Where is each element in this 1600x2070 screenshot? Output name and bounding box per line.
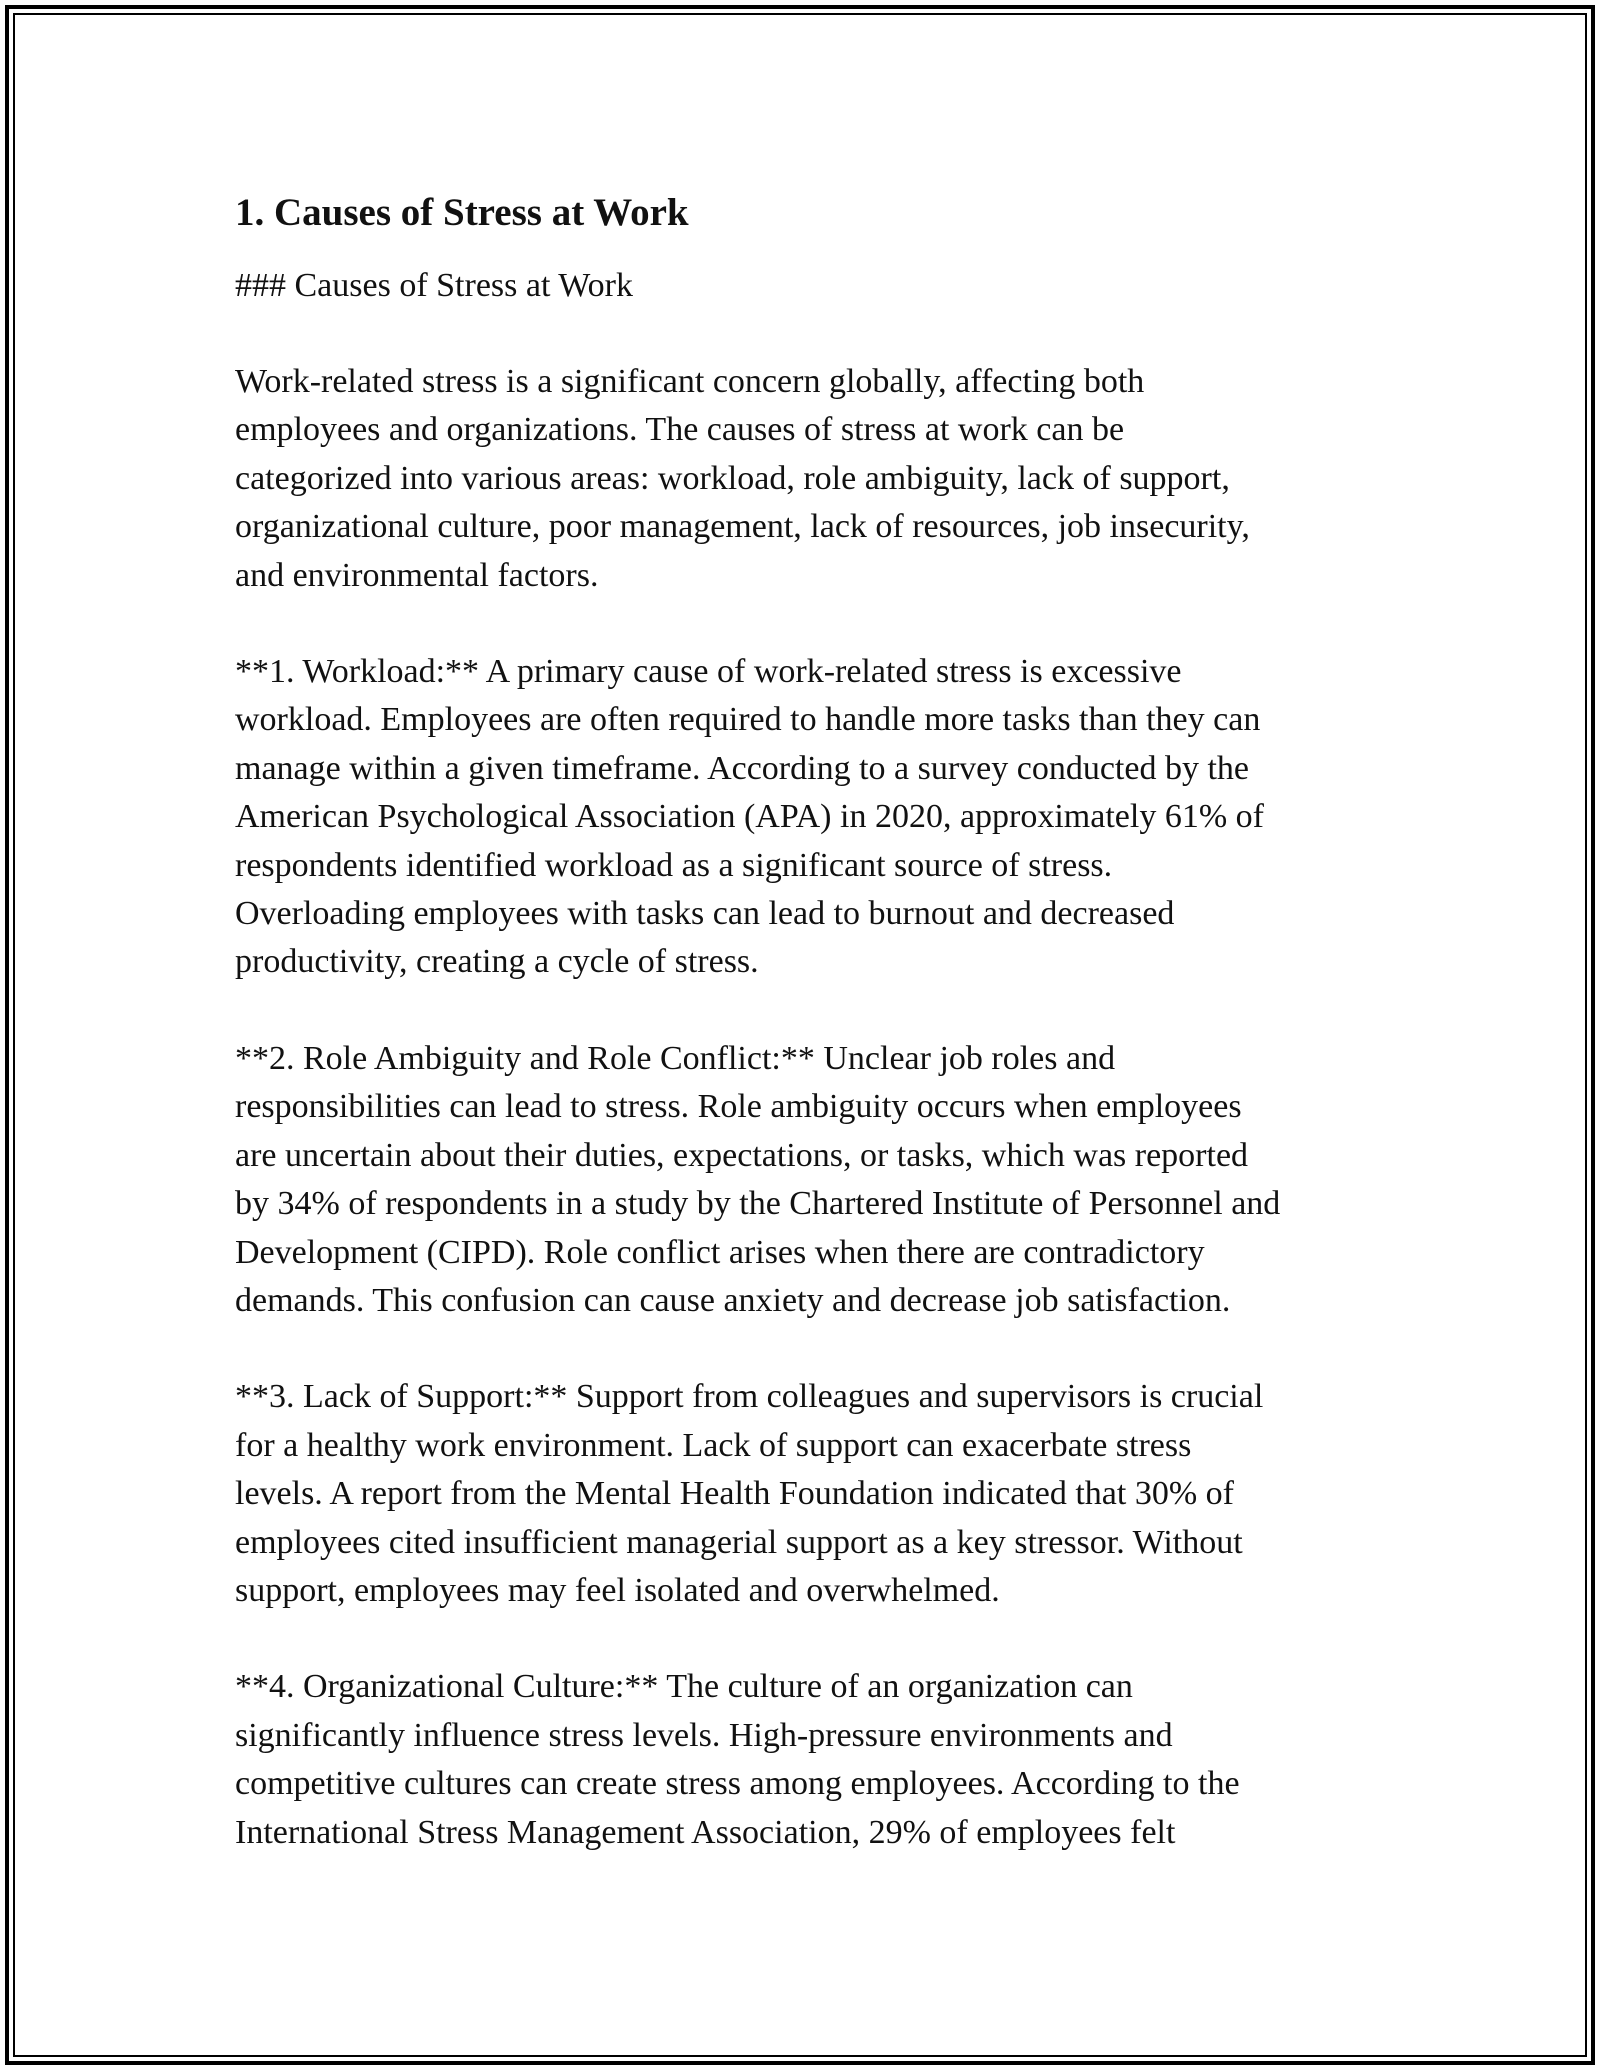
role-ambiguity-paragraph xyxy=(235,1035,1375,1325)
text-line: by 34% of respondents in a study by the Chartered Institute of Personnel and xyxy=(235,1185,1281,1223)
text-line: support, employees may feel isolated and overwhelmed. xyxy=(235,1571,1000,1609)
text-line: **4. Organizational Culture:** The culture of an organization can xyxy=(235,1668,1133,1706)
text-line: **2. Role Ambiguity and Role Conflict:** Unclear job roles and xyxy=(235,1039,1116,1077)
text-line: levels. A report from the Mental Health Foundation indicated that 30% of xyxy=(235,1475,1234,1513)
text-line: for a healthy work environment. Lack of support can exacerbate stress xyxy=(235,1426,1192,1464)
organizational-culture-paragraph xyxy=(235,1663,1375,1857)
text-line: Work-related stress is a significant concern globally, affecting both xyxy=(235,363,1145,400)
text-line: responsibilities can lead to stress. Role ambiguity occurs when employees xyxy=(235,1088,1242,1126)
text-line: are uncertain about their duties, expectations, or tasks, which was reported xyxy=(235,1136,1249,1174)
intro-paragraph xyxy=(235,358,1375,600)
section-heading: 1. Causes of Stress at Work xyxy=(235,191,689,234)
text-line: significantly influence stress levels. High-pressure environments and xyxy=(235,1716,1173,1754)
text-line: demands. This confusion can cause anxiety and decrease job satisfaction. xyxy=(235,1281,1231,1319)
text-line: **3. Lack of Support:** Support from colleagues and supervisors is crucial xyxy=(235,1378,1264,1416)
text-line: workload. Employees are often required to handle more tasks than they can xyxy=(235,701,1261,739)
text-line: organizational culture, poor management, lack of resources, job insecurity, xyxy=(235,508,1250,546)
document-body xyxy=(235,188,1375,1905)
markdown-subheading: ### Causes of Stress at Work xyxy=(235,267,633,304)
text-line: Overloading employees with tasks can lead to burnout and decreased xyxy=(235,895,1175,933)
text-line: competitive cultures can create stress among employees. According to the xyxy=(235,1765,1240,1803)
lack-of-support-paragraph xyxy=(235,1373,1375,1615)
text-line: International Stress Management Association, 29% of employees felt xyxy=(235,1813,1176,1851)
text-line: productivity, creating a cycle of stress. xyxy=(235,943,759,981)
text-line: and environmental factors. xyxy=(235,556,599,594)
text-line: **1. Workload:** A primary cause of work-related stress is excessive xyxy=(235,653,1182,691)
text-line: respondents identified workload as a significant source of stress. xyxy=(235,846,1113,884)
text-line: categorized into various areas: workload, role ambiguity, lack of support, xyxy=(235,459,1230,497)
text-line: employees and organizations. The causes of stress at work can be xyxy=(235,411,1125,449)
text-line: Development (CIPD). Role conflict arises when there are contradictory xyxy=(235,1233,1205,1271)
text-line: employees cited insufficient managerial support as a key stressor. Without xyxy=(235,1523,1243,1561)
text-line: manage within a given timeframe. According to a survey conducted by the xyxy=(235,749,1250,787)
text-line: American Psychological Association (APA) in 2020, approximately 61% of xyxy=(235,798,1264,836)
workload-paragraph xyxy=(235,648,1375,987)
